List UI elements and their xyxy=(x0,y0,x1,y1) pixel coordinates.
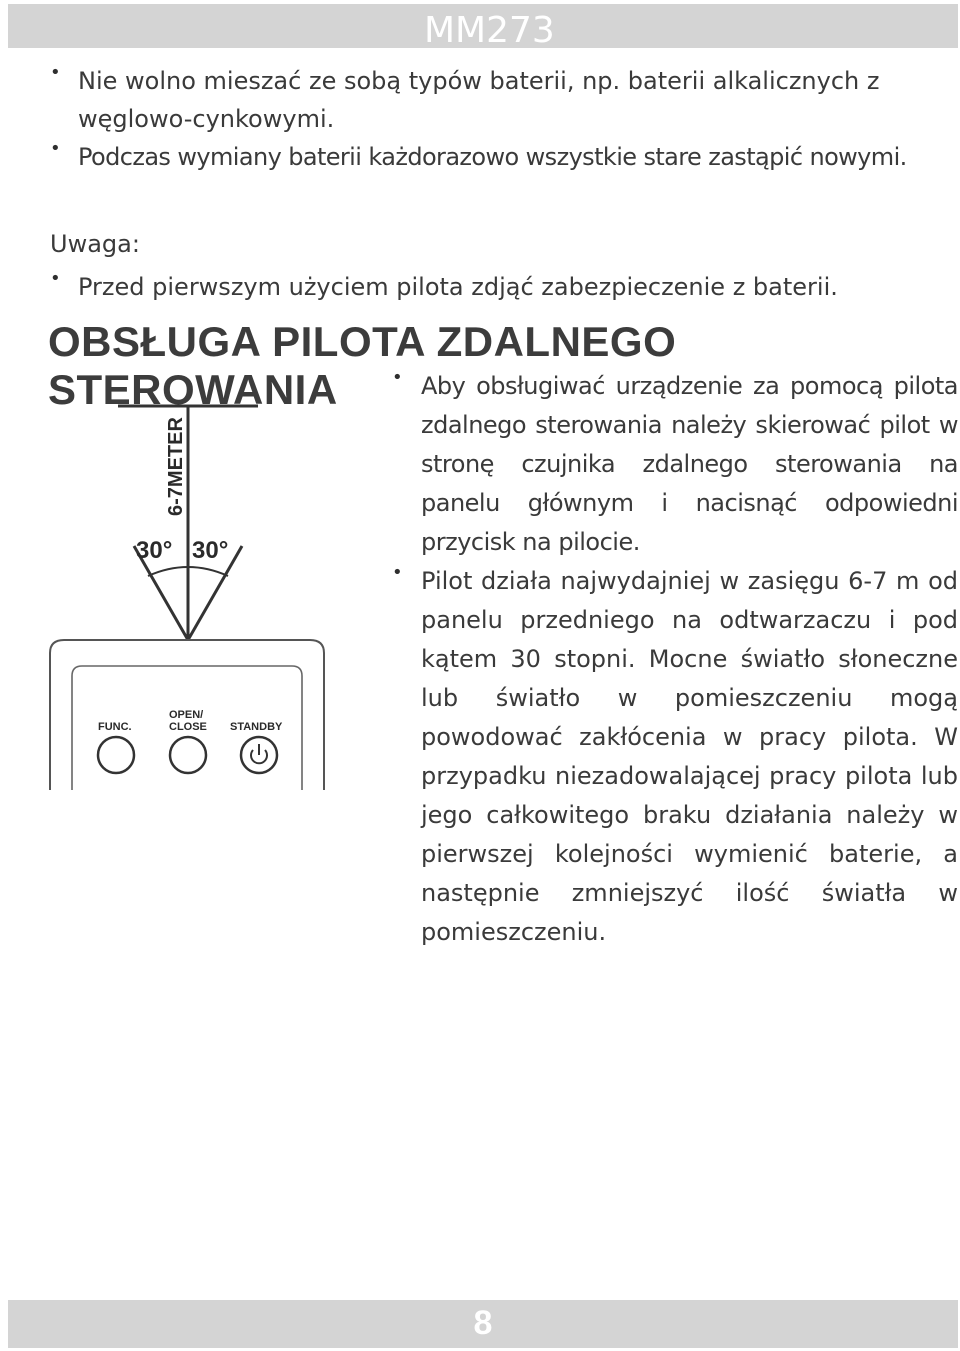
list-item xyxy=(392,367,958,562)
open-close-button xyxy=(170,737,206,773)
note-label: Uwaga: xyxy=(50,230,140,258)
battery-warnings-list xyxy=(50,62,960,176)
standby-button-label: STANDBY xyxy=(230,721,283,733)
list-item xyxy=(50,268,950,306)
remote-range-diagram xyxy=(48,398,338,802)
model-title: MM273 xyxy=(424,10,555,51)
list-item-text: Podczas wymiany baterii każdorazowo wszystkie stare zastąpić nowymi. xyxy=(78,143,907,171)
list-item xyxy=(392,562,958,952)
page-number: 8 xyxy=(473,1304,493,1342)
angle-label-right: 30° xyxy=(192,537,229,564)
list-item-text: Aby obsługiwać urządzenie za pomocą pilota zdalnego sterowania należy skierować pilot w stronę czujnika zdalnego sterowania na panelu głównym i nacisnąć odpowiedni przycisk na pilocie. xyxy=(421,372,958,556)
bullet-icon: • xyxy=(392,562,403,583)
close-button-label: CLOSE xyxy=(169,721,207,733)
header-bar xyxy=(8,4,958,51)
list-item-text: Nie wolno mieszać ze sobą typów baterii, np. baterii alkalicznych z węglowo-cynkowymi. xyxy=(78,67,880,133)
list-item-text: Przed pierwszym użyciem pilota zdjąć zabezpieczenie z baterii. xyxy=(78,273,838,301)
bullet-icon: • xyxy=(392,367,403,388)
open-button-label: OPEN/ xyxy=(169,709,204,721)
distance-label: 6-7METER xyxy=(165,417,187,516)
bullet-icon: • xyxy=(50,62,61,83)
angle-label-left: 30° xyxy=(136,537,173,564)
func-button-label: FUNC. xyxy=(98,721,132,733)
list-item-text: Pilot działa najwydajniej w zasięgu 6-7 m od panelu przedniego na odtwarzaczu i pod kątem 30 stopni. Mocne światło słoneczne lub światło w pomieszczeniu mogą powodować zakłócenia w pracy pilota. W przypadku niezadowalającej pracy pilota lub jego całkowitego braku działania należy w pierwszej kolejności wymienić baterie, a następnie zmniejszyć ilość światła w pomieszczeniu. xyxy=(421,567,958,946)
func-button xyxy=(98,737,134,773)
section-heading: OBSŁUGA PILOTA ZDALNEGO STEROWANIA xyxy=(48,318,677,413)
list-item xyxy=(50,138,960,176)
power-icon xyxy=(251,744,267,763)
remote-usage-list xyxy=(392,367,958,952)
bullet-icon: • xyxy=(50,138,61,159)
bullet-icon: • xyxy=(50,268,61,289)
note-list xyxy=(50,268,950,306)
list-item xyxy=(50,62,960,138)
footer-bar xyxy=(8,1300,958,1348)
